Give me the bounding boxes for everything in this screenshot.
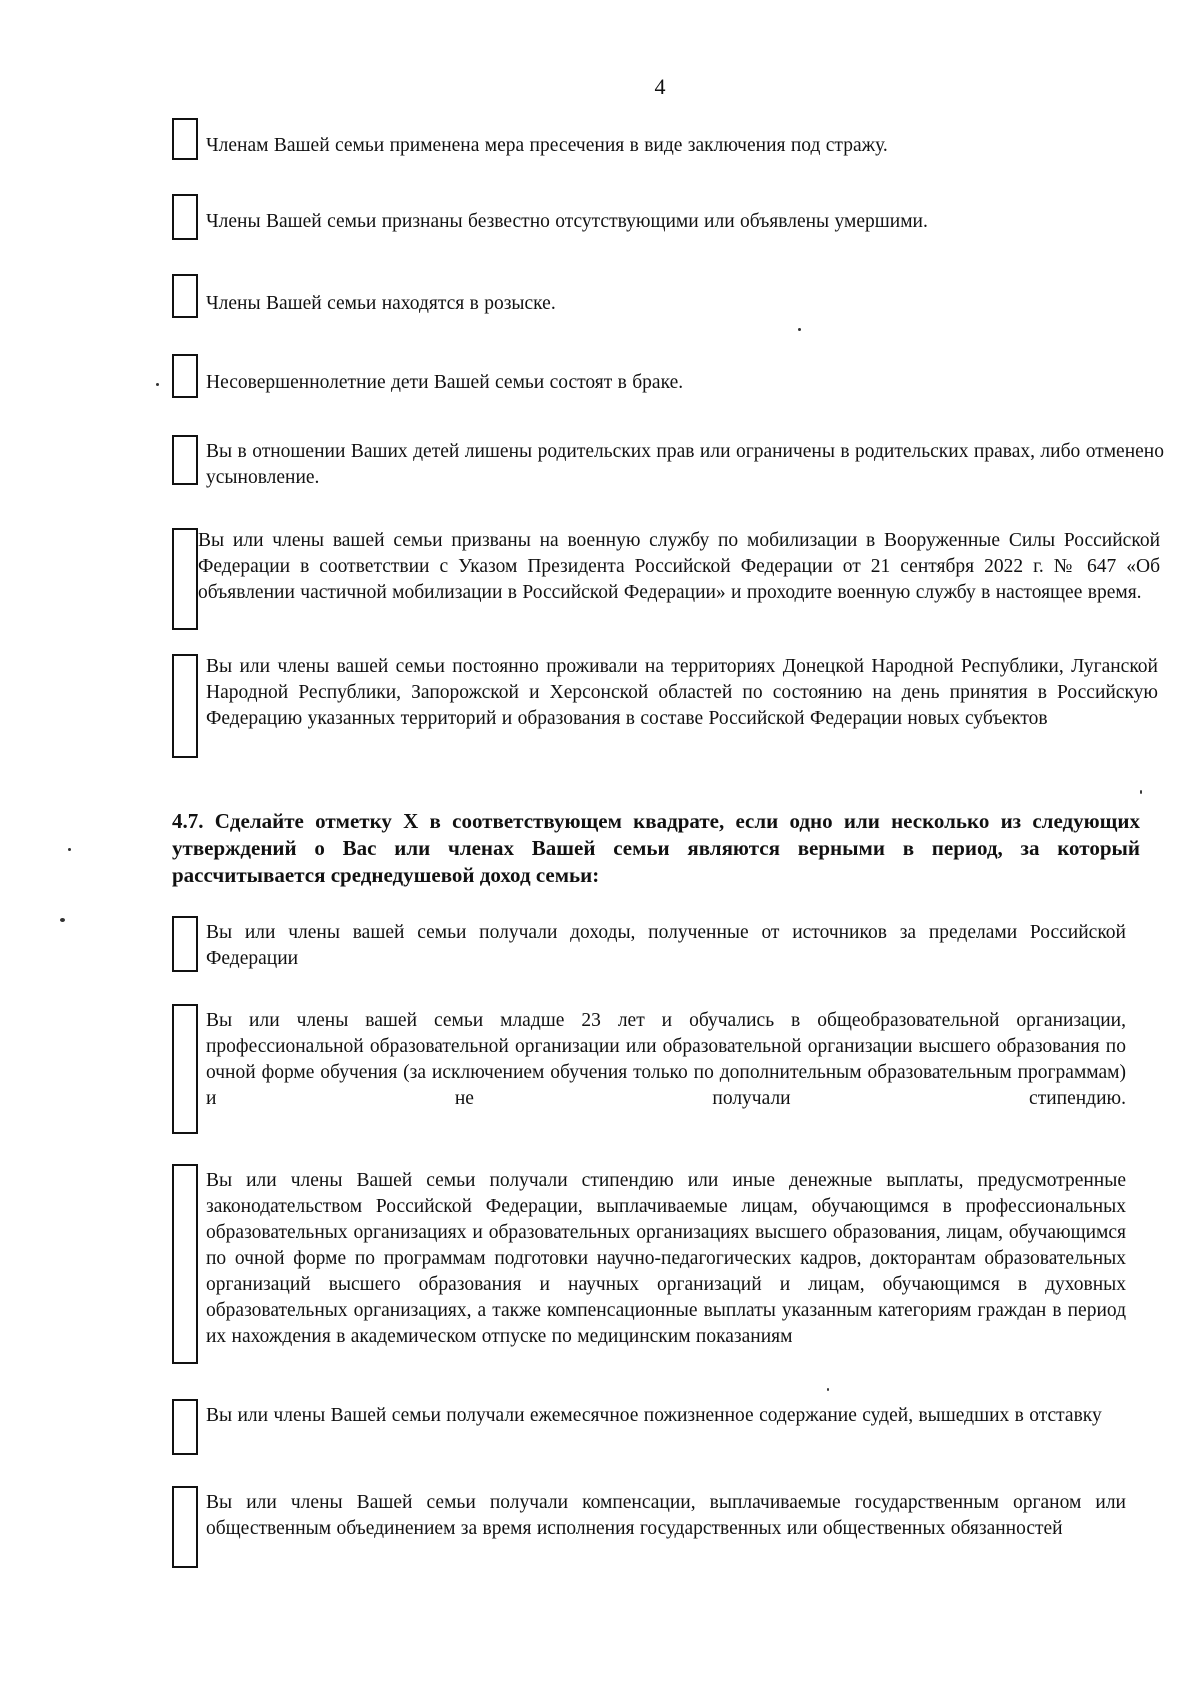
checklist-item (172, 1164, 1132, 1364)
item-text: Вы или члены вашей семьи получали доходы, полученные от источников за пределами Российской Федерации (206, 922, 1126, 969)
checkbox[interactable] (172, 1399, 198, 1455)
page-number: 4 (654, 74, 666, 99)
scan-speck (60, 918, 65, 922)
checklist-item (172, 1399, 1132, 1455)
checkbox[interactable] (172, 1164, 198, 1364)
section-heading: 4.7. Сделайте отметку X в соответствующем квадрате, если одно или несколько из следующих утверждений о Вас или членах Вашей семьи являются верными в период, за который рассчитывается среднедушевой доход семьи: (172, 809, 1140, 887)
item-text: Вы в отношении Ваших детей лишены родительских прав или ограничены в родительских правах, либо отменено усыновление. (206, 441, 1164, 488)
checkbox[interactable] (172, 916, 198, 972)
item-text: Вы или члены Вашей семьи получали ежемесячное пожизненное содержание судей, вышедших в отставку (206, 1405, 1102, 1426)
checkbox[interactable] (172, 528, 198, 630)
scan-speck (798, 328, 801, 331)
checklist-item (172, 528, 1162, 630)
checklist-item (172, 435, 1172, 491)
checklist-item (172, 118, 1132, 160)
checklist-item (172, 194, 1132, 240)
item-text: Члены Вашей семьи находятся в розыске. (206, 293, 556, 314)
item-text: Вы или члены Вашей семьи получали стипендию или иные денежные выплаты, предусмотренные законодательством Российской Федерации, выплачиваемые лицам, обучающимся в профессиональных образовательных организациях и образовательных организациях высшего образования, лицам, обучающимся по очной форме по программам подготовки научно-педагогических кадров, докторантам образовательных организаций высшего образования и научных организаций и лицам, обучающимся в духовных образовательных организациях, а также компенсационные выплаты указанным категориям граждан в период их нахождения в академическом отпуске по медицинским показаниям (206, 1170, 1126, 1347)
checklist-item (172, 1486, 1132, 1568)
item-text: Несовершеннолетние дети Вашей семьи состоят в браке. (206, 372, 684, 393)
checkbox[interactable] (172, 654, 198, 758)
scan-speck (68, 848, 71, 851)
checkbox[interactable] (172, 1486, 198, 1568)
item-text: Членам Вашей семьи применена мера пресечения в виде заключения под стражу. (206, 135, 888, 156)
scan-speck (156, 383, 159, 386)
checkbox[interactable] (172, 274, 198, 318)
checkbox[interactable] (172, 118, 198, 160)
checklist-item (172, 354, 1132, 398)
checkbox[interactable] (172, 194, 198, 240)
scan-speck (827, 1388, 829, 1391)
checkbox[interactable] (172, 1004, 198, 1134)
checklist-item (172, 916, 1132, 972)
checklist-item (172, 654, 1162, 758)
checklist-item (172, 274, 1132, 318)
item-text: Члены Вашей семьи признаны безвестно отсутствующими или объявлены умершими. (206, 211, 928, 232)
checklist-item (172, 1004, 1132, 1134)
item-text: Вы или члены вашей семьи постоянно проживали на территориях Донецкой Народной Республики, Луганской Народной Республики, Запорожской и Херсонской областей по состоянию на день принятия в Российскую Федерацию указанных территорий и образования в составе Российской Федерации новых субъектов (206, 656, 1158, 729)
item-text: Вы или члены вашей семьи младше 23 лет и обучались в общеобразовательной организации, профессиональной образовательной организации или образовательной организации высшего образования по очной форме обучения (за исключением обучения только по дополнительным образовательным программам) и не получали стипендию. (206, 1010, 1126, 1109)
scan-speck (1140, 790, 1142, 794)
checkbox[interactable] (172, 435, 198, 485)
item-text: Вы или члены Вашей семьи получали компенсации, выплачиваемые государственным органом или общественным объединением за время исполнения государственных или общественных обязанностей (206, 1492, 1126, 1539)
item-text: Вы или члены вашей семьи призваны на военную службу по мобилизации в Вооруженные Силы Российской Федерации в соответствии с Указом Президента Российской Федерации от 21 сентября 2022 г. № 647 «Об объявлении частичной мобилизации в Российской Федерации» и проходите военную службу в настоящее время. (198, 530, 1160, 603)
checkbox[interactable] (172, 354, 198, 398)
